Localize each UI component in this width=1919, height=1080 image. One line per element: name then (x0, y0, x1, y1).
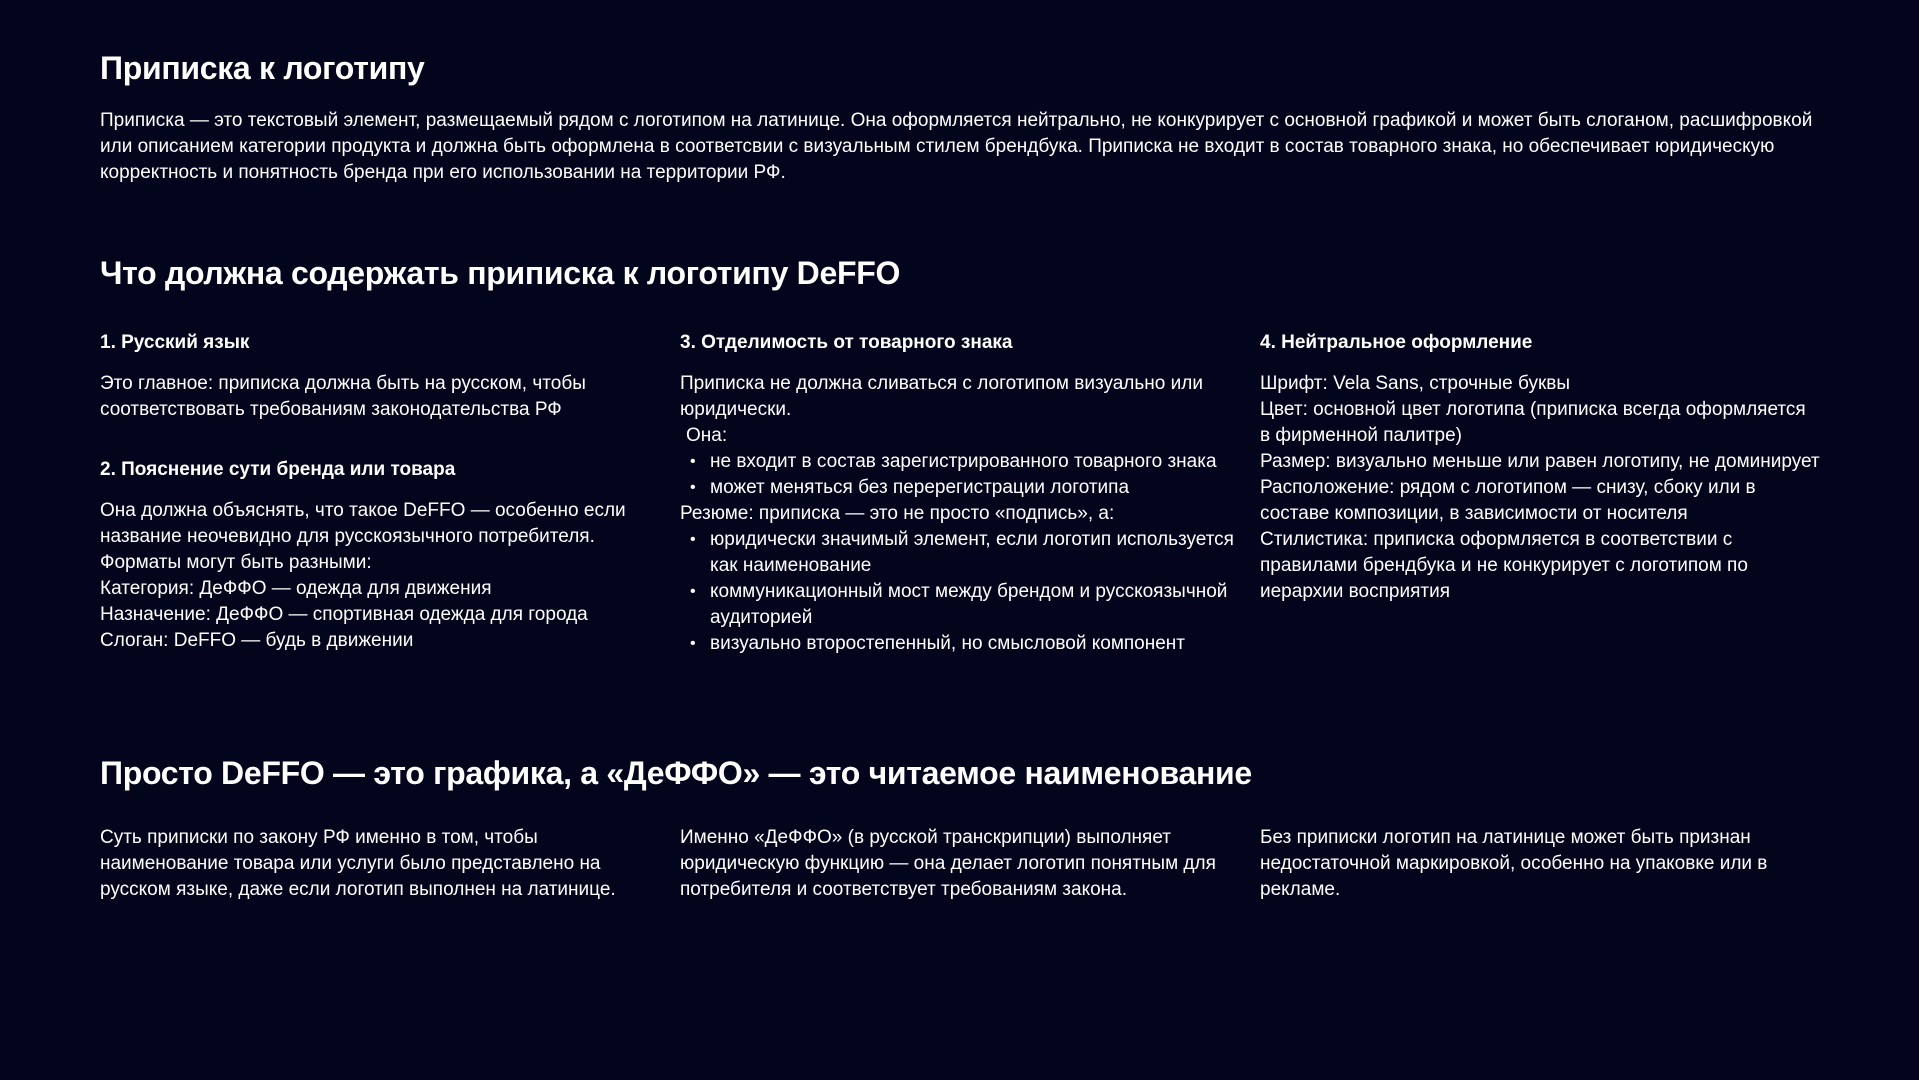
style-line: Стилистика: приписка оформляется в соответствии с правилами брендбука и не конкурирует с логотипом по иерархии восприятия (1260, 529, 1748, 602)
formats-line: Форматы могут быть разными: (100, 552, 372, 573)
text-insufficient-marking: Без приписки логотип на латинице может быть признан недостаточной маркировкой, особенно на упаковке или в рекламе. (1260, 827, 1768, 900)
lead-summary: Резюме: приписка — это не просто «подпись», а: (680, 503, 1115, 524)
text-brand-explanation: Она должна объяснять, что такое DeFFO — особенно если название неочевидно для русскоязычного потребителя. (100, 500, 626, 547)
format-purpose-line: Назначение: ДеФФО — спортивная одежда для города (100, 604, 588, 625)
list-item: • коммуникационный мост между брендом и русскоязычной аудиторией (710, 579, 1240, 631)
list-item: • может меняться без перерегистрации логотипа (710, 475, 1240, 501)
column-russian-language (100, 330, 660, 654)
placement-line: Расположение: рядом с логотипом — снизу, сбоку или в составе композиции, в зависимости от носителя (1260, 477, 1756, 524)
color-line: Цвет: основной цвет логотипа (приписка всегда оформляется в фирменной палитре) (1260, 399, 1806, 446)
font-line: Шрифт: Vela Sans, строчные буквы (1260, 373, 1571, 394)
subheading-separability: 3. Отделимость от товарного знака (680, 332, 1013, 353)
subheading-russian-language: 1. Русский язык (100, 332, 250, 353)
bullet-list-she (680, 449, 1240, 501)
subheading-brand-explanation: 2. Пояснение сути бренда или товара (100, 459, 456, 480)
neutral-design-lines (1260, 371, 1820, 605)
intro-paragraph: Приписка — это текстовый элемент, размещаемый рядом с логотипом на латинице. Она оформляется нейтрально, не конкурирует с основной графикой и может быть слоганом, расшифровкой или описанием категории продукта и должна быть оформлена в соответсвии с визуальным стилем брендбука. Приписка не входит в состав товарного знака, но обеспечивает юридическую корректность и понятность бренда при его использовании на территории РФ. (100, 110, 1813, 183)
lead-she: Она: (686, 425, 728, 446)
format-slogan-line: Слоган: DeFFO — будь в движении (100, 630, 414, 651)
column-separability (680, 330, 1240, 657)
size-line: Размер: визуально меньше или равен логотипу, не доминирует (1260, 451, 1820, 472)
section-title-logo-caption: Приписка к логотипу (100, 50, 425, 86)
text-transcription-function: Именно «ДеФФО» (в русской транскрипции) выполняет юридическую функцию — она делает логотип понятным для потребителя и соответствует требованиям закона. (680, 827, 1216, 900)
column-neutral-design (1260, 330, 1820, 605)
section-title-graphics-vs-name: Просто DeFFO — это графика, а «ДеФФО» — это читаемое наименование (100, 755, 1252, 791)
subheading-neutral-design: 4. Нейтральное оформление (1260, 332, 1533, 353)
list-item: • визуально второстепенный, но смысловой компонент (710, 631, 1240, 657)
format-category-line: Категория: ДеФФО — одежда для движения (100, 578, 492, 599)
list-item: • юридически значимый элемент, если логотип используется как наименование (710, 527, 1240, 579)
bullet-list-summary (680, 527, 1240, 657)
text-separability: Приписка не должна сливаться с логотипом визуально или юридически. (680, 373, 1203, 420)
text-russian-language: Это главное: приписка должна быть на русском, чтобы соответствовать требованиям законодательства РФ (100, 373, 586, 420)
list-item: • не входит в состав зарегистрированного товарного знака (710, 449, 1240, 475)
section-title-caption-contents: Что должна содержать приписка к логотипу DeFFO (100, 255, 901, 291)
text-law-essence: Суть приписки по закону РФ именно в том, чтобы наименование товара или услуги было представлено на русском языке, даже если логотип выполнен на латинице. (100, 827, 616, 900)
